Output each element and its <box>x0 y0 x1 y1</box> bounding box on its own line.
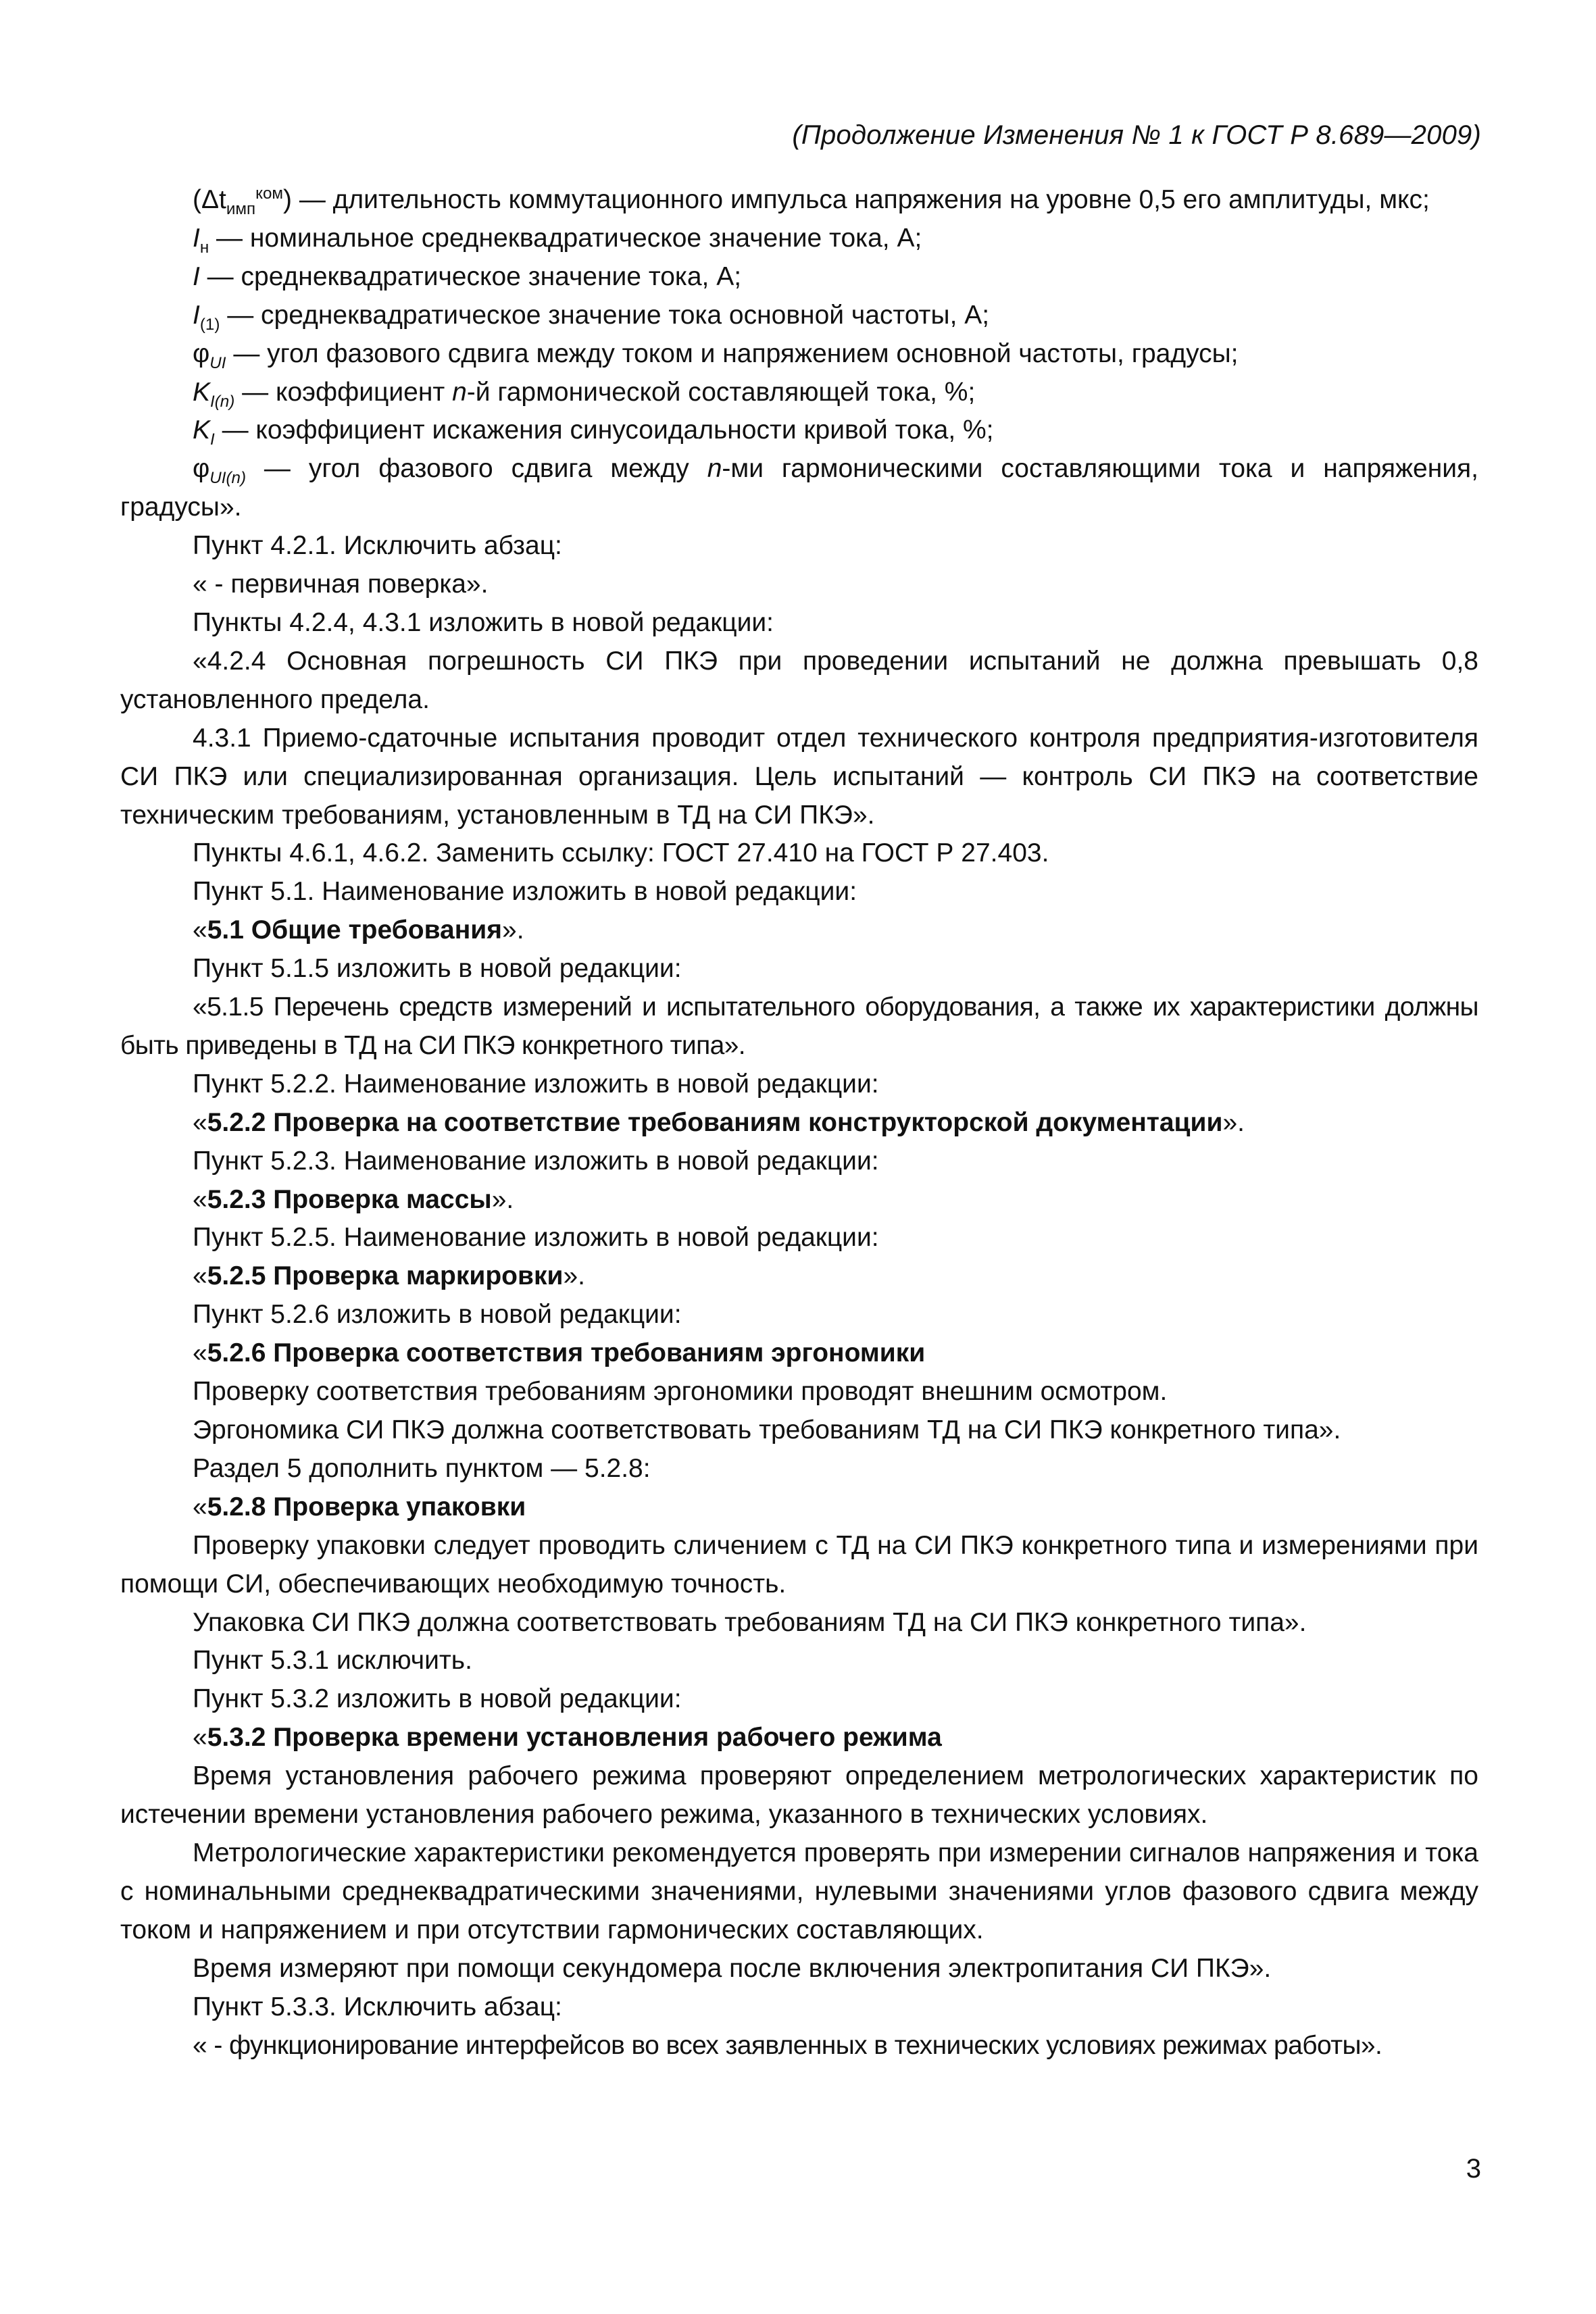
paragraph: Пункт 5.1. Наименование изложить в новой редакции: <box>193 877 857 907</box>
paragraph: Раздел 5 дополнить пунктом — 5.2.8: <box>193 1453 651 1483</box>
section-heading: «5.2.3 Проверка массы». <box>193 1184 514 1214</box>
definition-i1: $I_{(1)}$ — среднеквадратическое значение тока основной частоты, А; <box>193 300 990 334</box>
paragraph: Пункт 5.1.5 изложить в новой редакции: <box>193 954 682 984</box>
definition-phi-uin: $\varphi_{UI(n)}$ — угол фазового сдвига между n-ми гармоническими составляющими тока и напряжения, градусы». <box>120 454 1479 522</box>
paragraph: Пункт 5.2.6 изложить в новой редакции: <box>193 1300 682 1330</box>
paragraph: « - первичная поверка». <box>193 570 489 599</box>
section-heading: «5.2.8 Проверка упаковки <box>193 1492 526 1521</box>
section-heading: «5.3.2 Проверка времени установления рабочего режима <box>193 1723 942 1753</box>
document-body <box>120 181 1478 2065</box>
paragraph: Пункты 4.6.1, 4.6.2. Заменить ссылку: ГОСТ 27.410 на ГОСТ Р 27.403. <box>193 838 1049 868</box>
paragraph: Пункт 4.2.1. Исключить абзац: <box>193 531 562 561</box>
paragraph: Пункт 5.3.2 изложить в новой редакции: <box>193 1684 682 1714</box>
paragraph: «4.2.4 Основная погрешность СИ ПКЭ при проведении испытаний не должна превышать 0,8 установленного предела. <box>120 646 1478 714</box>
paragraph: Время установления рабочего режима проверяют определением метрологических характеристик по истечении времени установления рабочего режима, указанного в технических условиях. <box>120 1761 1478 1830</box>
paragraph: Пункты 4.2.4, 4.3.1 изложить в новой редакции: <box>193 607 774 637</box>
paragraph: Время измеряют при помощи секундомера после включения электропитания СИ ПКЭ». <box>193 1953 1272 1983</box>
definition-delta-t: $(\Delta t_{имп}^{ком})$ — длительность коммутационного импульса напряжения на уровне 0,5 его амплитуды, мкс; <box>193 184 1430 218</box>
paragraph: 4.3.1 Приемо-сдаточные испытания проводит отдел технического контроля предприятия-изготовителя СИ ПКЭ или специализированная организация. Цель испытаний — контроль СИ ПКЭ на соответствие техническим требованиям, установленным в ТД на СИ ПКЭ». <box>120 723 1478 830</box>
paragraph: Пункт 5.3.1 исключить. <box>193 1646 472 1676</box>
definition-i-nominal: $I_н$ — номинальное среднеквадратическое значение тока, А; <box>193 223 922 257</box>
paragraph: Пункт 5.2.5. Наименование изложить в новой редакции: <box>193 1223 879 1253</box>
page-number: 3 <box>1466 2154 1481 2184</box>
section-heading: «5.2.5 Проверка маркировки». <box>193 1261 585 1291</box>
paragraph: Пункт 5.2.3. Наименование изложить в новой редакции: <box>193 1146 879 1176</box>
paragraph: Пункт 5.3.3. Исключить абзац: <box>193 1992 562 2021</box>
definition-phi-ui: $\varphi_{UI}$ — угол фазового сдвига между током и напряжением основной частоты, градусы; <box>193 338 1239 372</box>
definition-i: I — среднеквадратическое значение тока, А; <box>193 261 742 291</box>
paragraph: Эргономика СИ ПКЭ должна соответствовать требованиям ТД на СИ ПКЭ конкретного типа». <box>193 1415 1341 1444</box>
definition-k-i: $K_I$ — коэффициент искажения синусоидальности кривой тока, %; <box>193 416 994 449</box>
paragraph: Упаковка СИ ПКЭ должна соответствовать требованиям ТД на СИ ПКЭ конкретного типа». <box>193 1607 1307 1637</box>
section-heading: «5.2.2 Проверка на соответствие требованиям конструкторской документации». <box>193 1107 1245 1137</box>
section-heading: «5.1 Общие требования». <box>193 915 524 945</box>
paragraph: Проверку соответствия требованиям эргономики проводят внешним осмотром. <box>193 1377 1168 1407</box>
paragraph: Проверку упаковки следует проводить сличением с ТД на СИ ПКЭ конкретного типа и измерениями при помощи СИ, обеспечивающих необходимую точность. <box>120 1530 1478 1599</box>
definition-k-in: $K_{I(n)}$ — коэффициент n-й гармонической составляющей тока, %; <box>193 377 976 411</box>
paragraph: «5.1.5 Перечень средств измерений и испытательного оборудования, а также их характеристики должны быть приведены в ТД на СИ ПКЭ конкретного типа». <box>120 992 1478 1060</box>
running-header: (Продолжение Изменения № 1 к ГОСТ Р 8.689—2009) <box>792 120 1481 150</box>
paragraph: Метрологические характеристики рекомендуется проверять при измерении сигналов напряжения и тока с номинальными среднеквадратическими значениями, нулевыми значениями углов фазового сдвига между током и напряжением и при отсутствии гармонических составляющих. <box>120 1838 1478 1944</box>
paragraph: « - функционирование интерфейсов во всех заявленных в технических условиях режимах работы». <box>193 2030 1382 2060</box>
section-heading: «5.2.6 Проверка соответствия требованиям эргономики <box>193 1338 926 1368</box>
paragraph: Пункт 5.2.2. Наименование изложить в новой редакции: <box>193 1069 879 1099</box>
